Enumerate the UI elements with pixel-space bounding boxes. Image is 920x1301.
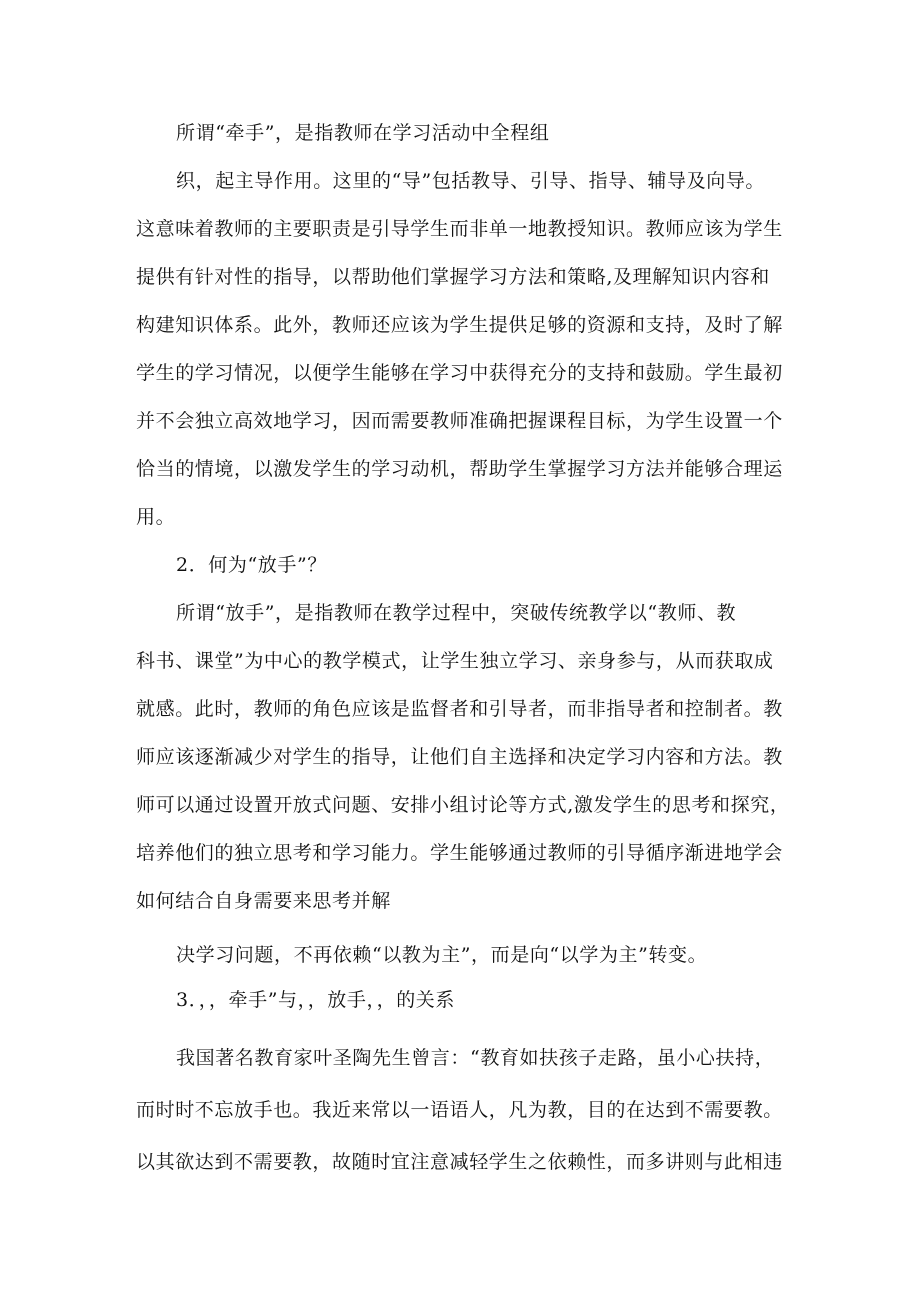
text-line: 就感。此时，教师的角色应该是监督者和引导者，而非指导者和控制者。教 [136,698,783,720]
text-line: 学生的学习情况，以便学生能够在学习中获得充分的支持和鼓励。学生最初 [136,362,783,384]
text-line: 所谓“放手”，是指教师在教学过程中，突破传统教学以“教师、教 [176,602,737,624]
text-line: 并不会独立高效地学习，因而需要教师准确把握课程目标，为学生设置一个 [136,410,783,432]
text-line: 这意味着教师的主要职责是引导学生而非单一地教授知识。教师应该为学生 [136,218,783,240]
text-line: 师可以通过设置开放式问题、安排小组讨论等方式,激发学生的思考和探究， [136,794,790,816]
section-heading: 3．，，牵手”与，，放手，，的关系 [176,989,456,1011]
text-line: 决学习问题，不再依赖“以教为主”，而是向“以学为主”转变。 [176,944,708,966]
text-line: 提供有针对性的指导，以帮助他们掌握学习方法和策略,及理解知识内容和 [136,266,770,288]
text-line: 构建知识体系。此外，教师还应该为学生提供足够的资源和支持，及时了解 [136,314,783,336]
text-line: 所谓“牵手”，是指教师在学习活动中全程组 [176,122,550,144]
text-line: 织，起主导作用。这里的“导”包括教导、引导、指导、辅导及向导。 [176,170,766,192]
text-line: 我国著名教育家叶圣陶先生曾言：“教育如扶孩子走路，虽小心扶持， [176,1047,775,1069]
text-line: 用。 [136,506,176,528]
text-line: 而时时不忘放手也。我近来常以一语语人，凡为教，目的在达到不需要教。 [136,1099,783,1121]
text-line: 如何结合自身需要来思考并解 [136,890,391,912]
text-line: 师应该逐渐减少对学生的指导，让他们自主选择和决定学习内容和方法。教 [136,746,783,768]
text-line: 科书、课堂”为中心的教学模式，让学生独立学习、亲身参与，从而获取成 [136,650,774,672]
text-line: 恰当的情境，以激发学生的学习动机，帮助学生掌握学习方法并能够合理运 [136,458,783,480]
text-line: 培养他们的独立思考和学习能力。学生能够通过教师的引导循序渐进地学会 [136,842,783,864]
section-heading: 2．何为“放手”？ [176,554,327,576]
text-line: 以其欲达到不需要教，故随时宜注意减轻学生之依赖性，而多讲则与此相违 [136,1151,783,1173]
